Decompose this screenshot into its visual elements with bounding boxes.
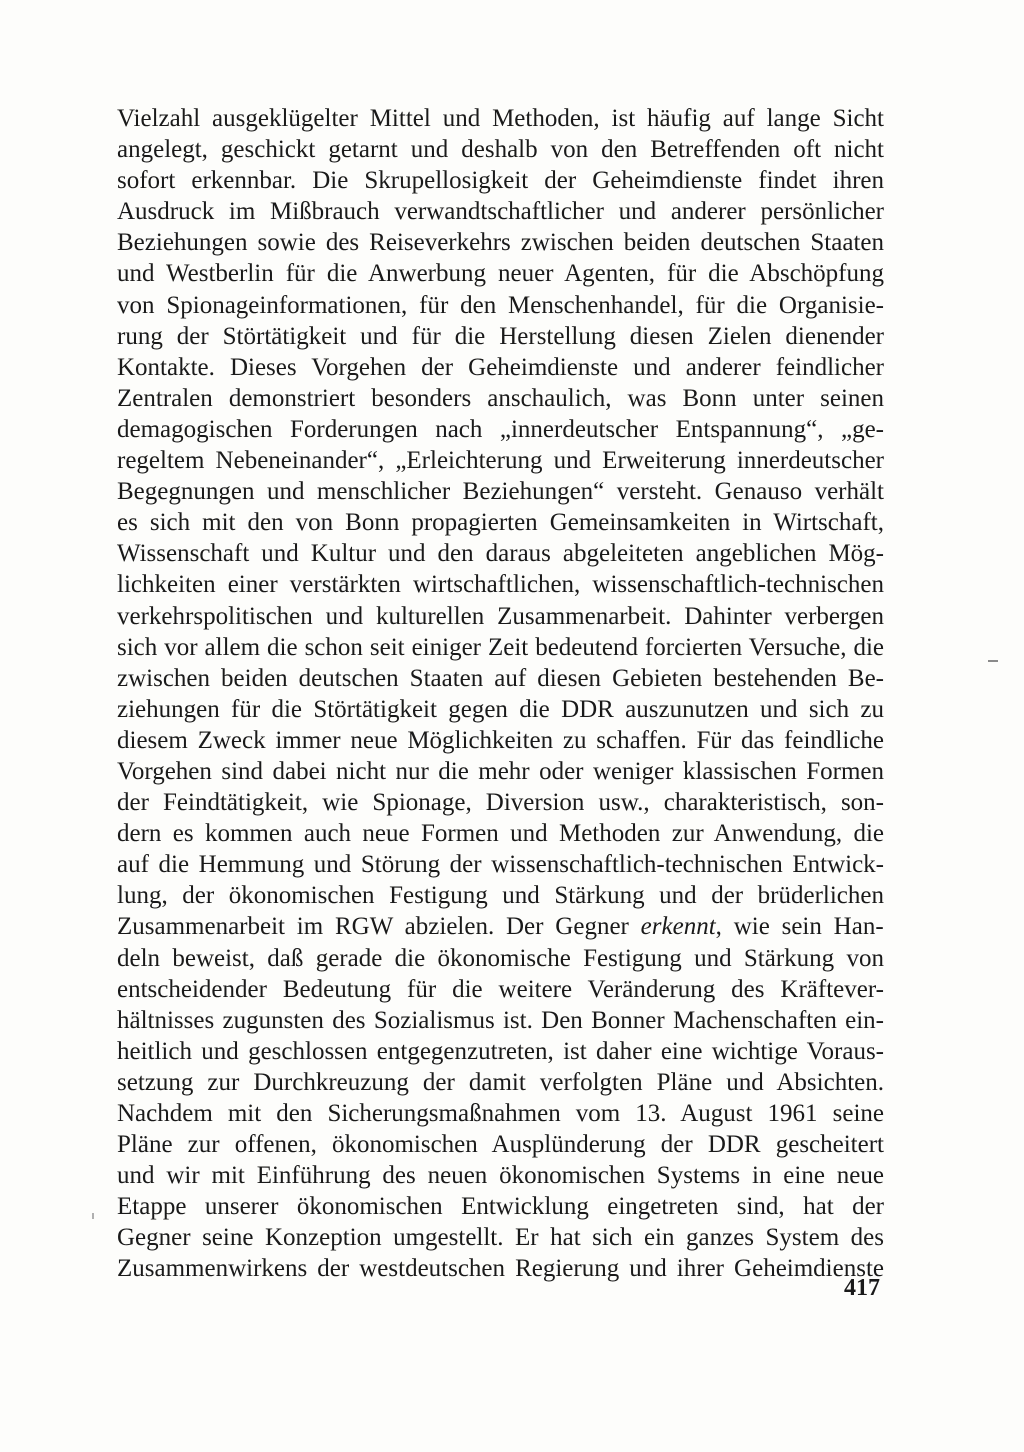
text-line: sich vor allem die schon seit einiger Zeit bedeutend forcierten Versuche, die (117, 633, 884, 661)
text-line: dern es kommen auch neue Formen und Methoden zur Anwendung, die (117, 820, 884, 848)
text-line: regeltem Nebeneinander“, „Erleichterung und Erweiterung innerdeutscher (117, 447, 884, 475)
text-line: deln beweist, daß gerade die ökonomische Festigung und Stärkung von (117, 944, 884, 972)
text-line: Beziehungen sowie des Reiseverkehrs zwischen beiden deutschen Staaten (117, 229, 884, 257)
text-line: und wir mit Einführung des neuen ökonomischen Systems in eine neue (117, 1162, 884, 1190)
text-line: Ausdruck im Mißbrauch verwandtschaftlicher und anderer persönlicher (117, 198, 884, 226)
text-line: Gegner seine Konzeption umgestellt. Er hat sich ein ganzes System des (117, 1224, 884, 1252)
emphasized-word: erkennt (640, 913, 716, 941)
text-line: entscheidender Bedeutung für die weitere Veränderung des Kräftever- (117, 975, 884, 1003)
text-line: Vielzahl ausgeklügelter Mittel und Methoden, ist häufig auf lange Sicht (117, 105, 884, 132)
text-line: sofort erkennbar. Die Skrupellosigkeit der Geheimdienste findet ihren (117, 167, 884, 195)
text-line: der Feindtätigkeit, wie Spionage, Diversion usw., charakteristisch, son- (117, 789, 884, 817)
text-line-with-emphasis (117, 911, 884, 942)
page-number: 417 (844, 1275, 880, 1301)
text-line: lung, der ökonomischen Festigung und Stärkung und der brüderlichen (117, 882, 884, 910)
text-line: diesem Zweck immer neue Möglichkeiten zu schaffen. Für das feindliche (117, 726, 884, 754)
text-line: angelegt, geschickt getarnt und deshalb von den Betreffenden oft nicht (117, 136, 884, 164)
text-line: Etappe unserer ökonomischen Entwicklung eingetreten sind, hat der (117, 1193, 884, 1221)
text-line: Nachdem mit den Sicherungsmaßnahmen vom 13. August 1961 seine (117, 1100, 884, 1127)
text-line: Zusammenwirkens der westdeutschen Regierung und ihrer Geheimdienste (117, 1255, 884, 1283)
text-line: Begegnungen und menschlicher Beziehungen“ versteht. Genauso verhält (117, 478, 884, 506)
text-line: es sich mit den von Bonn propagierten Gemeinsamkeiten in Wirtschaft, (117, 509, 884, 537)
text-fragment: Zusammenarbeit im RGW abzielen. Der Gegner (117, 913, 641, 941)
text-line: hältnisses zugunsten des Sozialismus ist. Den Bonner Machenschaften ein- (117, 1006, 884, 1034)
text-line: und Westberlin für die Anwerbung neuer Agenten, für die Abschöpfung (117, 260, 884, 288)
text-line: heitlich und geschlossen entgegenzutreten, ist daher eine wichtige Voraus- (117, 1037, 884, 1065)
text-line: Wissenschaft und Kultur und den daraus abgeleiteten angeblichen Mög- (117, 540, 884, 568)
text-line: lichkeiten einer verstärkten wirtschaftlichen, wissenschaftlich-technischen (117, 571, 884, 599)
text-line: setzung zur Durchkreuzung der damit verfolgten Pläne und Absichten. (117, 1068, 884, 1096)
text-line: Pläne zur offenen, ökonomischen Ausplünderung der DDR gescheitert (117, 1131, 884, 1159)
text-line: von Spionageinformationen, für den Menschenhandel, für die Organisie- (117, 291, 884, 319)
body-text (117, 103, 884, 1285)
text-line: zwischen beiden deutschen Staaten auf diesen Gebieten bestehenden Be- (117, 664, 884, 692)
text-line: demagogischen Forderungen nach „innerdeutscher Entspannung“, „ge- (117, 415, 884, 443)
text-line: Vorgehen sind dabei nicht nur die mehr oder weniger klassischen Formen (117, 757, 884, 785)
text-line: auf die Hemmung und Störung der wissenschaftlich-technischen Entwick- (117, 851, 884, 879)
text-line: ziehungen für die Störtätigkeit gegen die DDR auszunutzen und sich zu (117, 695, 884, 723)
text-line: rung der Störtätigkeit und für die Herstellung diesen Zielen dienender (117, 322, 884, 350)
text-line: verkehrspolitischen und kulturellen Zusammenarbeit. Dahinter verbergen (117, 602, 884, 630)
text-fragment: , wie sein Han- (715, 913, 884, 941)
text-line: Kontakte. Dieses Vorgehen der Geheimdienste und anderer feindlicher (117, 353, 884, 381)
scan-speck (988, 660, 998, 662)
text-line: Zentralen demonstriert besonders anschaulich, was Bonn unter seinen (117, 384, 884, 412)
scan-speck (92, 1213, 94, 1219)
